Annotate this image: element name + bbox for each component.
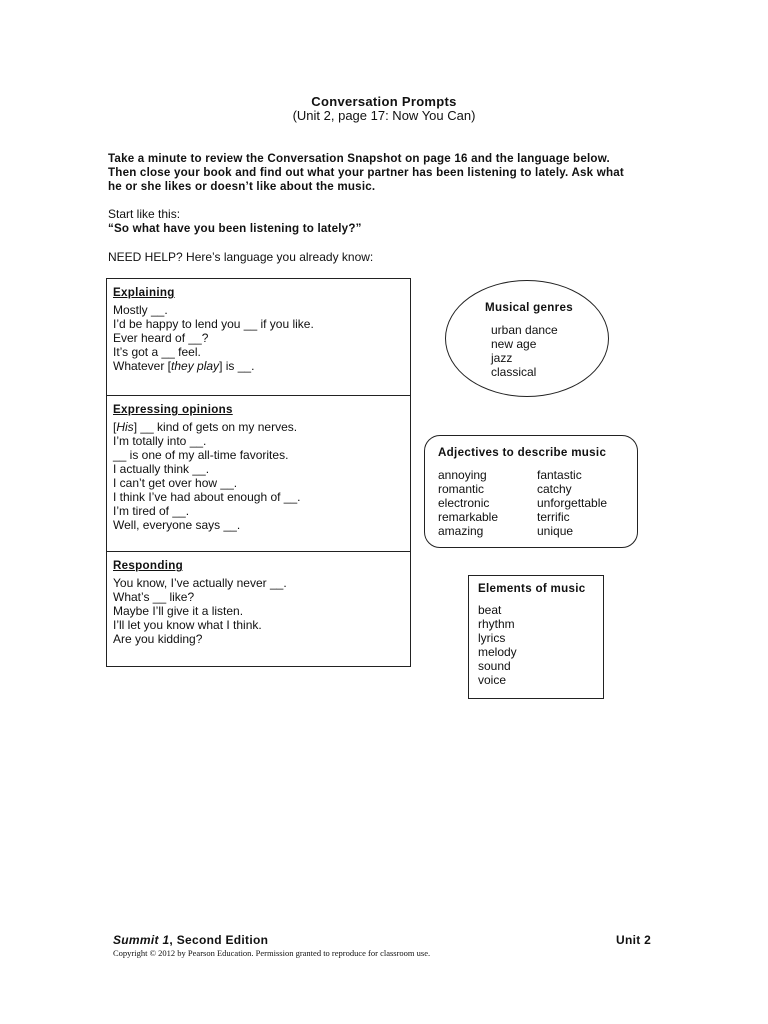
genres-list (491, 323, 558, 379)
element-item: voice (478, 673, 507, 687)
genres-heading: Musical genres (485, 301, 573, 314)
phrase: What’s __ like? (113, 590, 195, 604)
adjective-item: romantic (438, 482, 485, 496)
element-item: lyrics (478, 631, 506, 645)
elements-box (468, 575, 604, 699)
explaining-section (107, 279, 410, 396)
phrase: Mostly __. (113, 303, 168, 317)
elements-heading: Elements of music (478, 582, 586, 595)
footer-book-title (113, 933, 268, 947)
adjectives-column-2 (537, 468, 607, 538)
need-help-text: NEED HELP? Here’s language you already know: (108, 250, 374, 264)
phrase: Ever heard of __? (113, 331, 209, 345)
element-item: beat (478, 603, 502, 617)
genre-item: jazz (491, 351, 513, 365)
phrase: I’m totally into __. (113, 434, 207, 448)
phrase-part: [ (113, 420, 117, 434)
opinions-heading: Expressing opinions (113, 403, 233, 416)
adjective-item: unforgettable (537, 496, 608, 510)
phrase-part: ] is __. (219, 359, 255, 373)
adjective-item: terrific (537, 510, 570, 524)
opinions-section (107, 396, 410, 552)
phrase: I can’t get over how __. (113, 476, 238, 490)
start-label: Start like this: (108, 207, 181, 221)
phrase-part: Whatever [ (113, 359, 172, 373)
page-subtitle: (Unit 2, page 17: Now You Can) (292, 108, 476, 123)
instructions-text: Take a minute to review the Conversation Snapshot on page 16 and the language below. Then close your book and find out what your partner has been listening to lately. Ask what he or she likes or doesn’t like about the music. (108, 152, 624, 193)
phrase (113, 420, 404, 434)
adjective-item: amazing (438, 524, 484, 538)
phrase: It’s got a __ feel. (113, 345, 201, 359)
musical-genres-oval (445, 280, 609, 397)
adjective-item: unique (537, 524, 574, 538)
elements-list (478, 603, 517, 687)
phrase: Maybe I’ll give it a listen. (113, 604, 244, 618)
phrase: I actually think __. (113, 462, 210, 476)
phrase: I’ll let you know what I think. (113, 618, 262, 632)
genre-item: classical (491, 365, 537, 379)
phrase: I’m tired of __. (113, 504, 190, 518)
adjectives-box (424, 435, 638, 548)
adjective-item: fantastic (537, 468, 582, 482)
phrase: I think I’ve had about enough of __. (113, 490, 301, 504)
phrase: __ is one of my all-time favorites. (113, 448, 289, 462)
element-item: melody (478, 645, 517, 659)
responding-section (107, 552, 410, 666)
language-box (106, 278, 411, 667)
phrase-part: ] __ kind of gets on my nerves. (133, 420, 298, 434)
footer-unit: Unit 2 (616, 933, 652, 947)
phrase: You know, I’ve actually never __. (113, 576, 287, 590)
phrase: Are you kidding? (113, 632, 203, 646)
book-edition: , Second Edition (169, 933, 269, 947)
element-item: rhythm (478, 617, 515, 631)
genre-item: urban dance (491, 323, 558, 337)
copyright-text: Copyright © 2012 by Pearson Education. Permission granted to reproduce for classroom use. (113, 948, 431, 958)
book-title: Summit 1 (113, 933, 170, 947)
adjective-item: remarkable (438, 510, 499, 524)
explaining-heading: Explaining (113, 286, 175, 299)
start-quote: “So what have you been listening to lately?” (108, 222, 362, 235)
phrase (113, 359, 404, 373)
phrase-italic: His (116, 420, 134, 434)
adjectives-heading: Adjectives to describe music (438, 446, 607, 459)
phrase: Well, everyone says __. (113, 518, 241, 532)
responding-heading: Responding (113, 559, 183, 572)
adjective-item: catchy (537, 482, 572, 496)
adjectives-column-1 (438, 468, 498, 538)
adjective-item: annoying (438, 468, 487, 482)
adjective-item: electronic (438, 496, 490, 510)
element-item: sound (478, 659, 511, 673)
phrase-italic: they play (171, 359, 220, 373)
page-title: Conversation Prompts (311, 94, 457, 109)
phrase: I’d be happy to lend you __ if you like. (113, 317, 314, 331)
genre-item: new age (491, 337, 537, 351)
